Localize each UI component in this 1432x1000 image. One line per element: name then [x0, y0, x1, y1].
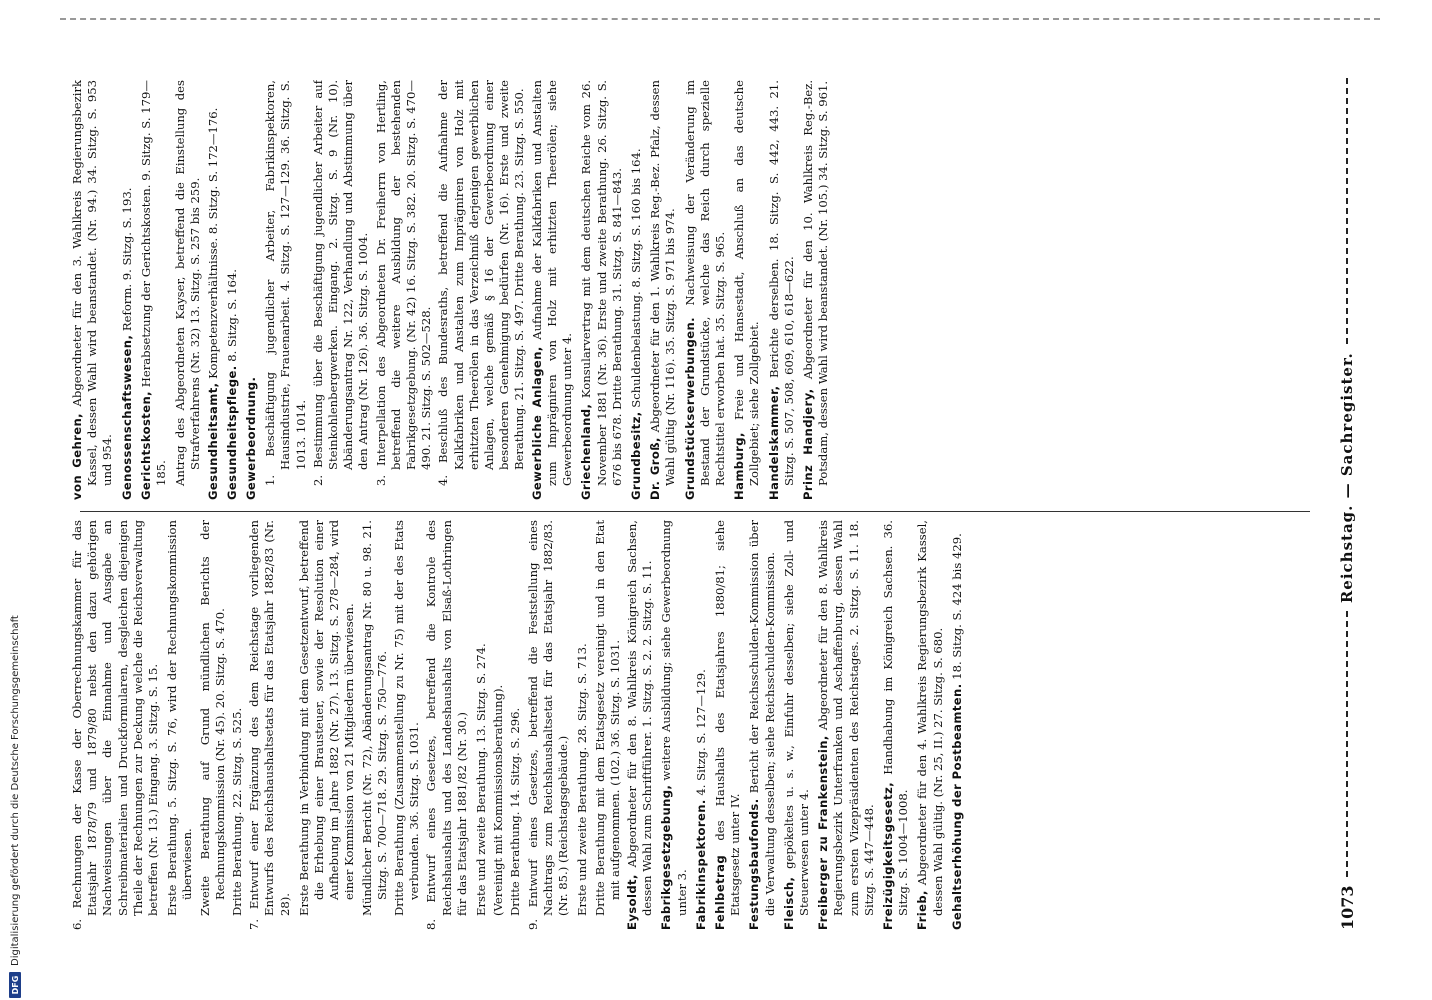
entry-text: 8. Entwurf eines Gesetzes, betreffend die Kontrole des Reichshaushalts und des Landeshaushalts von Elsaß-Lothringen für das Etatsjahr 1881/82 (Nr. 30.)	[424, 520, 469, 930]
keyword-entry	[70, 80, 116, 500]
keyword-text: 8. Sitzg. S. 164.	[224, 269, 239, 362]
keyword-text: Handhabung im Königreich Sachsen. 36. Sitzg. S. 1004—1008.	[880, 520, 911, 916]
keyword-term: Grundbesitz,	[628, 411, 643, 500]
keyword-term: Gewerbeordnung.	[244, 376, 259, 500]
keyword-text: 18. Sitzg. S. 424 bis 429.	[949, 533, 964, 680]
index-entry	[424, 520, 470, 930]
footer-caption: Digitalisierung gefördert durch die Deutsche Forschungsgemeinschaft	[9, 615, 21, 966]
keyword-text: Abgeordneter für den 4. Wahlkreis Regierungsbezirk Kassel, dessen Wahl gültig. (Nr. 25, II.) 27. Sitzg. S. 680.	[915, 520, 945, 916]
keyword-text: 4. Beschluß des Bundesraths, betreffend die Aufnahme der Kalkfabriken und Anstalten zum Imprägniren von Holz mit erhitzten Theerölen in das Verzeichniß derjenigen gewerblichen Anlagen, welche gemäß § 16 der Gewerbeordnung einer besonderen Genehmigung bedürfen (Nr. 16). Erste und zweite Berathung. 21. Sitzg. S. 497. Dritte Berathung. 23. Sitzg. S. 550.	[436, 80, 527, 486]
keyword-term: Griechenland,	[579, 403, 594, 500]
keyword-term: Freizügigkeitsgesetz,	[880, 781, 895, 930]
index-subentry	[593, 520, 623, 930]
keyword-text: Abgeordneter für den 10. Wahlkreis Reg.-Bez. Potsdam, dessen Wahl wird beanstandet. (Nr. 105.) 34. Sitzg. S. 961.	[800, 80, 831, 486]
keyword-entry	[139, 80, 169, 500]
keyword-text: 4. Sitzg. S. 127—129.	[693, 669, 708, 796]
keyword-entry	[629, 80, 644, 500]
index-subentry	[474, 520, 489, 930]
entry-text: 7. Entwurf einer Ergänzung des dem Reichstage vorliegenden Entwurfs des Reichshaushaltsetats für das Etatsjahr 1882/83 (Nr. 28).	[247, 520, 292, 930]
keyword-text: Schuldenbelastung. 8. Sitzg. S. 160 bis 164.	[628, 148, 643, 408]
keyword-entry	[767, 80, 797, 500]
index-subentry	[165, 520, 195, 930]
keyword-text: des Haushalts des Etatsjahres 1880/81; siehe Etatsgesetz unter IV.	[712, 520, 743, 916]
keyword-term: Gewerbliche Anlagen,	[529, 346, 544, 500]
index-subentry	[230, 520, 245, 930]
keyword-term: Fabrikgesetzgebung,	[659, 784, 674, 930]
right-column	[70, 80, 1320, 500]
keyword-entry	[782, 520, 812, 930]
keyword-entry	[648, 80, 678, 500]
entry-text: Erste Berathung. 5. Sitzg. S. 76, wird der Rechnungskommission überwiesen.	[165, 520, 195, 916]
dfg-logo: DFG	[9, 972, 21, 998]
entry-text: Erste und zweite Berathung. 13. Sitzg. S. 274.	[474, 643, 489, 916]
keyword-text: Freie und Hansestadt, Anschluß an das deutsche Zollgebiet; siehe Zollgebiet.	[732, 80, 762, 486]
entry-text: Zweite Berathung auf Grund mündlichen Berichts der Rechnungskommission (Nr. 45). 20. Sitzg. S. 470.	[197, 520, 227, 916]
header-rule	[1346, 611, 1348, 877]
page-edge-marks	[60, 10, 1380, 20]
keyword-term: Fleisch,	[781, 876, 796, 930]
entry-text: Dritte Berathung. 22. Sitzg. S. 525.	[230, 707, 245, 916]
index-subentry	[508, 520, 523, 930]
keyword-text: Abgeordneter für den 8. Wahlkreis Regierungsbezirk Unterfranken und Aschaffenburg, dessen Wahl zum ersten Vizepräsidenten des Reichstages. 2. Sitzg. S. 11. 18. Sitzg. S. 447—448.	[816, 520, 876, 916]
keyword-entry	[915, 520, 945, 930]
keyword-text: weitere Ausbildung; siehe Gewerbeordnung unter 3.	[659, 520, 689, 916]
keyword-text: Herabsetzung der Gerichtskosten. 9. Sitzg. S. 179—185.	[138, 80, 169, 486]
keyword-text: Bericht der Reichsschulden-Kommission über die Verwaltung desselben; siehe Reichsschulden-Kommission.	[747, 520, 777, 916]
keyword-text: Kompetenzverhältnisse. 8. Sitzg. S. 172—176.	[205, 107, 220, 379]
keyword-text: Abgeordneter für den 1. Wahlkreis Reg.-Bez. Pfalz, dessen Wahl gültig (Nr. 116). 35. Sitzg. S. 971 bis 974.	[648, 80, 678, 486]
index-subentry	[374, 80, 435, 500]
keyword-text: Abgeordneter für den 8. Wahlkreis Königreich Sachsen, dessen Wahl zum Schriftführer. 1. Sitzg. S. 2. 2. Sitzg. S. 11.	[624, 520, 655, 916]
keyword-text: 1. Beschäftigung jugendlicher Arbeiter, Fabrikinspektoren, Hausindustrie, Frauenarbeit. 4. Sitzg. S. 127—129. 36. Sitzg. S. 1013. 1014.	[263, 80, 308, 486]
keyword-entry	[120, 80, 135, 500]
keyword-entry	[950, 520, 965, 930]
keyword-text: Aufnahme der Kalkfabriken und Anstalten zum Imprägniren von Holz mit erhitzten Theerölen; siehe Gewerbeordnung unter 4.	[529, 80, 575, 486]
keyword-entry	[747, 520, 777, 930]
index-subentry	[297, 520, 358, 930]
keyword-term: Fabrikinspektoren.	[693, 799, 708, 930]
page-number: 1073	[1337, 885, 1357, 930]
entry-text: Dritte Berathung (Zusammenstellung zu Nr. 75) mit der des Etats verbunden. 36. Sitzg. S. 1031.	[392, 520, 422, 916]
keyword-term: Genossenschaftswesen,	[119, 334, 134, 500]
index-subentry	[360, 520, 390, 930]
keyword-entry	[732, 80, 762, 500]
entry-text: Dritte Berathung. 14. Sitzg. S. 296.	[508, 707, 523, 916]
keyword-entry	[530, 80, 576, 500]
keyword-term: Frieb,	[915, 890, 930, 930]
keyword-entry	[244, 80, 259, 500]
column-divider	[80, 511, 1310, 512]
keyword-entry	[206, 80, 221, 500]
index-subentry	[263, 80, 309, 500]
entry-text: Mündlicher Bericht (Nr. 72), Abänderungsantrag Nr. 80 u. 98. 21. Sitzg. S. 700—718. 29. Sitzg. S. 750—776.	[359, 520, 389, 916]
index-subentry	[198, 520, 228, 930]
keyword-term: Handelskammer,	[766, 385, 781, 500]
index-subentry	[491, 520, 506, 930]
keyword-entry	[801, 80, 831, 500]
entry-text: 9. Entwurf eines Gesetzes, betreffend die Feststellung eines Nachtrags zum Reichshaushaltsetat für das Etatsjahr 1882/83. (Nr. 85.) (Reichstagsgebäude.)	[525, 520, 571, 930]
index-subentry	[311, 80, 372, 500]
keyword-term: Grundstückserwerbungen.	[682, 317, 697, 500]
keyword-term: von Gehren,	[70, 413, 84, 500]
keyword-entry	[881, 520, 911, 930]
keyword-term: Hamburg,	[732, 432, 747, 500]
keyword-text: Nachweisung der Veränderung im Bestand der Grundstücke, welche das Reich durch spezielle Rechtstitel erworben hat. 35. Sitzg. S. 965.	[682, 80, 727, 486]
keyword-term: Gerichtskosten,	[138, 391, 153, 500]
index-entry	[70, 520, 161, 930]
page-header	[1332, 70, 1362, 930]
index-subentry	[436, 80, 527, 500]
entry-text: Erste und zweite Berathung. 28. Sitzg. S. 713.	[575, 643, 590, 916]
keyword-entry	[683, 80, 729, 500]
left-column	[70, 520, 1320, 930]
keyword-entry	[694, 520, 709, 930]
keyword-text: Berichte derselben. 18. Sitzg. S. 442, 443. 21. Sitzg. S. 507, 508, 609, 610, 618—622.	[766, 80, 796, 486]
keyword-entry	[579, 80, 625, 500]
keyword-entry	[816, 520, 877, 930]
entry-text: Erste Berathung in Verbindung mit dem Gesetzentwurf, betreffend die Erhebung einer Brausteuer, sowie der Resolution einer Aufhebung im Jahre 1882 (Nr. 27). 13. Sitzg. S. 278—284, wird einer Kommission von 21 Mitgliedern überwiesen.	[296, 520, 357, 916]
index-subentry	[392, 520, 422, 930]
keyword-term: Freiberger zu Frankenstein,	[816, 735, 831, 930]
keyword-term: Prinz Handjery,	[800, 388, 815, 500]
keyword-text: Konsularvertrag mit dem deutschen Reiche vom 26. November 1881 (Nr. 36). Erste und zweite Berathung. 26. Sitzg. S. 676 bis 678. Dritte Berathung. 31. Sitzg. S. 841—843.	[579, 80, 624, 486]
keyword-term: Festungsbaufonds.	[747, 798, 762, 930]
keyword-entry	[659, 520, 689, 930]
keyword-text: gepökeltes u. s. w., Einfuhr desselben; siehe Zoll- und Steuerwesen unter 4.	[781, 520, 811, 916]
running-head: Reichstag. — Sachregister.	[1338, 352, 1356, 604]
keyword-term: Gesundheitspflege.	[224, 365, 239, 500]
index-entry	[526, 520, 572, 930]
keyword-term: Gesundheitsamt,	[205, 382, 220, 500]
entry-text: (Vereinigt mit Kommissionsberathung).	[491, 684, 506, 916]
keyword-entry	[625, 520, 655, 930]
keyword-text: Abgeordneter für den 3. Wahlkreis Regierungsbezirk Kassel, dessen Wahl wird beanstandet. (Nr. 94.) 34. Sitzg. S. 953 und 954.	[70, 80, 115, 486]
keyword-text: 3. Interpellation des Abgeordneten Dr. Freiherrn von Hertling, betreffend die weitere Ausbildung der bestehenden Fabrikgesetzgebung. (Nr. 42) 16. Sitzg. S. 382. 20. Sitzg. S. 470—490. 21. Sitzg. S. 502—528.	[373, 80, 434, 486]
keyword-text: Antrag des Abgeordneten Kayser, betreffend die Einstellung des Strafverfahrens (Nr. 32) 13. Sitzg. S. 257 bis 259.	[173, 80, 203, 486]
keyword-term: Gehaltserhöhung der Postbeamten.	[949, 683, 964, 930]
keyword-term: Dr. Groß,	[648, 437, 663, 500]
keyword-term: Eysoldt,	[624, 874, 639, 930]
digitization-footer	[6, 18, 24, 998]
keyword-text: Reform. 9. Sitzg. S. 193.	[119, 187, 134, 332]
index-subentry	[173, 80, 203, 500]
keyword-term: Fehlbetrag	[712, 854, 727, 930]
index-entry	[247, 520, 293, 930]
entry-text: 6. Rechnungen der Kasse der Oberrechnungskammer für das Etatsjahr 1878/79 und 1879/80 nebst den dazu gehörigen Nachweisungen über die Einnahme und Ausgabe an Schreibmaterialien und Druckformularen, desgleichen diejenigen Theile der Rechnungen zur Deckung welche die Reichsverwaltung betreffen (Nr. 13.) Eingang. 3. Sitzg. S. 15.	[70, 520, 161, 930]
keyword-entry	[225, 80, 240, 500]
entry-text: Dritte Berathung mit dem Etatsgesetz vereinigt und in den Etat mit aufgenommen. (102.) 36. Sitzg. S. 1031.	[592, 520, 622, 916]
header-rule	[1346, 78, 1348, 344]
index-subentry	[575, 520, 590, 930]
keyword-text: 2. Bestimmung über die Beschäftigung jugendlicher Arbeiter auf Steinkohlenbergwerken. Eingang. 2. Sitzg. S. 9 (Nr. 10). Abänderungsantrag Nr. 122, Verhandlung und Abstimmung über den Antrag (Nr. 126). 36. Sitzg. S. 1004.	[310, 80, 371, 486]
keyword-entry	[713, 520, 743, 930]
